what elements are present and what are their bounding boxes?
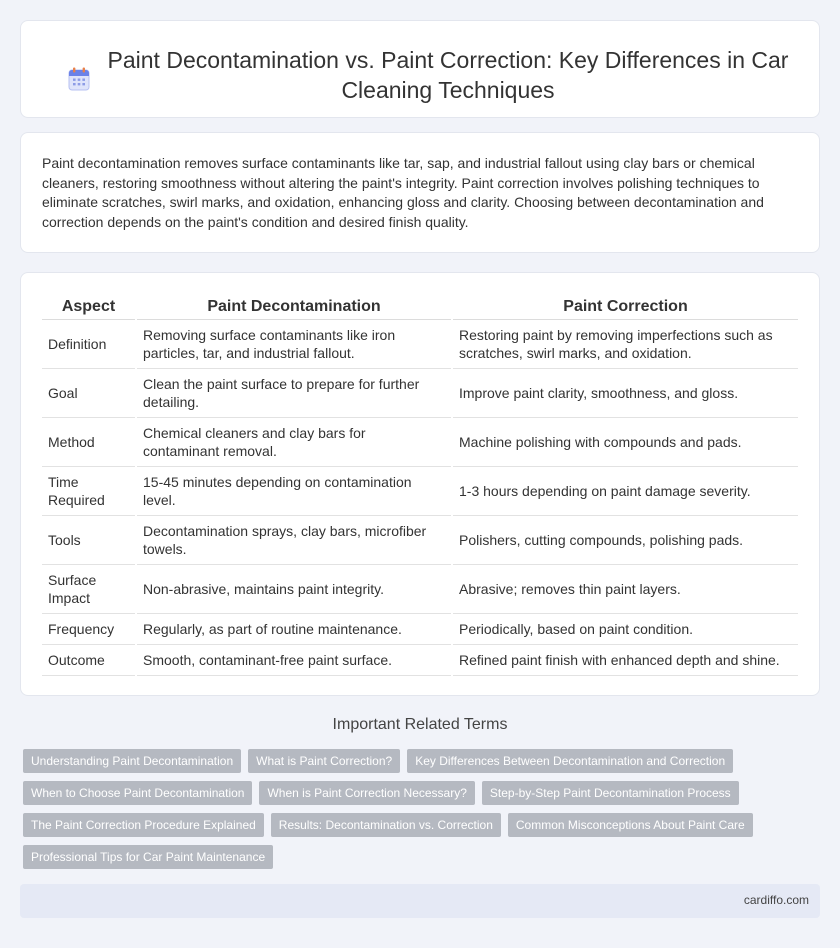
- related-term-tag[interactable]: When to Choose Paint Decontamination: [23, 781, 252, 805]
- aspect-cell: Time Required: [42, 466, 136, 515]
- aspect-cell: Surface Impact: [42, 564, 136, 613]
- table-row: [42, 564, 798, 613]
- aspect-cell: Method: [42, 417, 136, 466]
- related-term-tag[interactable]: The Paint Correction Procedure Explained: [23, 813, 264, 837]
- related-term-tag[interactable]: Key Differences Between Decontamination and Correction: [407, 749, 733, 773]
- table-row: [42, 613, 798, 644]
- aspect-cell: Frequency: [42, 613, 136, 644]
- aspect-cell: Goal: [42, 368, 136, 417]
- table-header-row: [42, 295, 798, 319]
- correction-cell: Periodically, based on paint condition.: [452, 613, 798, 644]
- correction-cell: Refined paint finish with enhanced depth and shine.: [452, 644, 798, 675]
- correction-cell: 1-3 hours depending on paint damage severity.: [452, 466, 798, 515]
- decontamination-cell: Chemical cleaners and clay bars for contaminant removal.: [136, 417, 452, 466]
- related-term-tag[interactable]: Common Misconceptions About Paint Care: [508, 813, 753, 837]
- table-row: [42, 368, 798, 417]
- related-term-tag[interactable]: When is Paint Correction Necessary?: [259, 781, 474, 805]
- comparison-card: [20, 272, 820, 696]
- footer-site-link[interactable]: cardiffo.com: [743, 893, 809, 907]
- correction-cell: Machine polishing with compounds and pads.: [452, 417, 798, 466]
- related-terms-list: [23, 749, 783, 869]
- table-row: [42, 319, 798, 368]
- decontamination-cell: Decontamination sprays, clay bars, microfiber towels.: [136, 515, 452, 564]
- aspect-cell: Tools: [42, 515, 136, 564]
- related-term-tag[interactable]: Professional Tips for Car Paint Maintenance: [23, 845, 273, 869]
- column-header-aspect: Aspect: [42, 295, 136, 319]
- related-term-tag[interactable]: Results: Decontamination vs. Correction: [271, 813, 501, 837]
- decontamination-cell: Clean the paint surface to prepare for further detailing.: [136, 368, 452, 417]
- related-term-tag[interactable]: Understanding Paint Decontamination: [23, 749, 241, 773]
- decontamination-cell: 15-45 minutes depending on contamination level.: [136, 466, 452, 515]
- footer-bar: [20, 884, 820, 918]
- column-header-correction: Paint Correction: [452, 295, 798, 319]
- intro-card: [20, 132, 820, 253]
- comparison-table: [42, 295, 798, 676]
- decontamination-cell: Removing surface contaminants like iron particles, tar, and industrial fallout.: [136, 319, 452, 368]
- decontamination-cell: Non-abrasive, maintains paint integrity.: [136, 564, 452, 613]
- calendar-icon: [68, 67, 90, 91]
- aspect-cell: Definition: [42, 319, 136, 368]
- correction-cell: Polishers, cutting compounds, polishing pads.: [452, 515, 798, 564]
- related-term-tag[interactable]: Step-by-Step Paint Decontamination Process: [482, 781, 739, 805]
- page-title: Paint Decontamination vs. Paint Correction: Key Differences in Car Cleaning Techniques: [107, 47, 789, 103]
- aspect-cell: Outcome: [42, 644, 136, 675]
- title-card: [20, 20, 820, 118]
- related-term-tag[interactable]: What is Paint Correction?: [248, 749, 400, 773]
- table-row: [42, 644, 798, 675]
- column-header-decontamination: Paint Decontamination: [136, 295, 452, 319]
- decontamination-cell: Regularly, as part of routine maintenance.: [136, 613, 452, 644]
- related-terms-heading: Important Related Terms: [332, 716, 508, 733]
- table-row: [42, 466, 798, 515]
- correction-cell: Improve paint clarity, smoothness, and gloss.: [452, 368, 798, 417]
- correction-cell: Restoring paint by removing imperfections such as scratches, swirl marks, and oxidation.: [452, 319, 798, 368]
- correction-cell: Abrasive; removes thin paint layers.: [452, 564, 798, 613]
- table-row: [42, 417, 798, 466]
- intro-paragraph: Paint decontamination removes surface contaminants like tar, sap, and industrial fallout using clay bars or chemical cleaners, restoring smoothness without altering the paint's integrity. Paint correction involves polishing techniques to eliminate scratches, swirl marks, and oxidation, enhancing gloss and clarity. Choosing between decontamination and correction depends on the paint's condition and desired finish quality.: [42, 155, 764, 230]
- decontamination-cell: Smooth, contaminant-free paint surface.: [136, 644, 452, 675]
- table-row: [42, 515, 798, 564]
